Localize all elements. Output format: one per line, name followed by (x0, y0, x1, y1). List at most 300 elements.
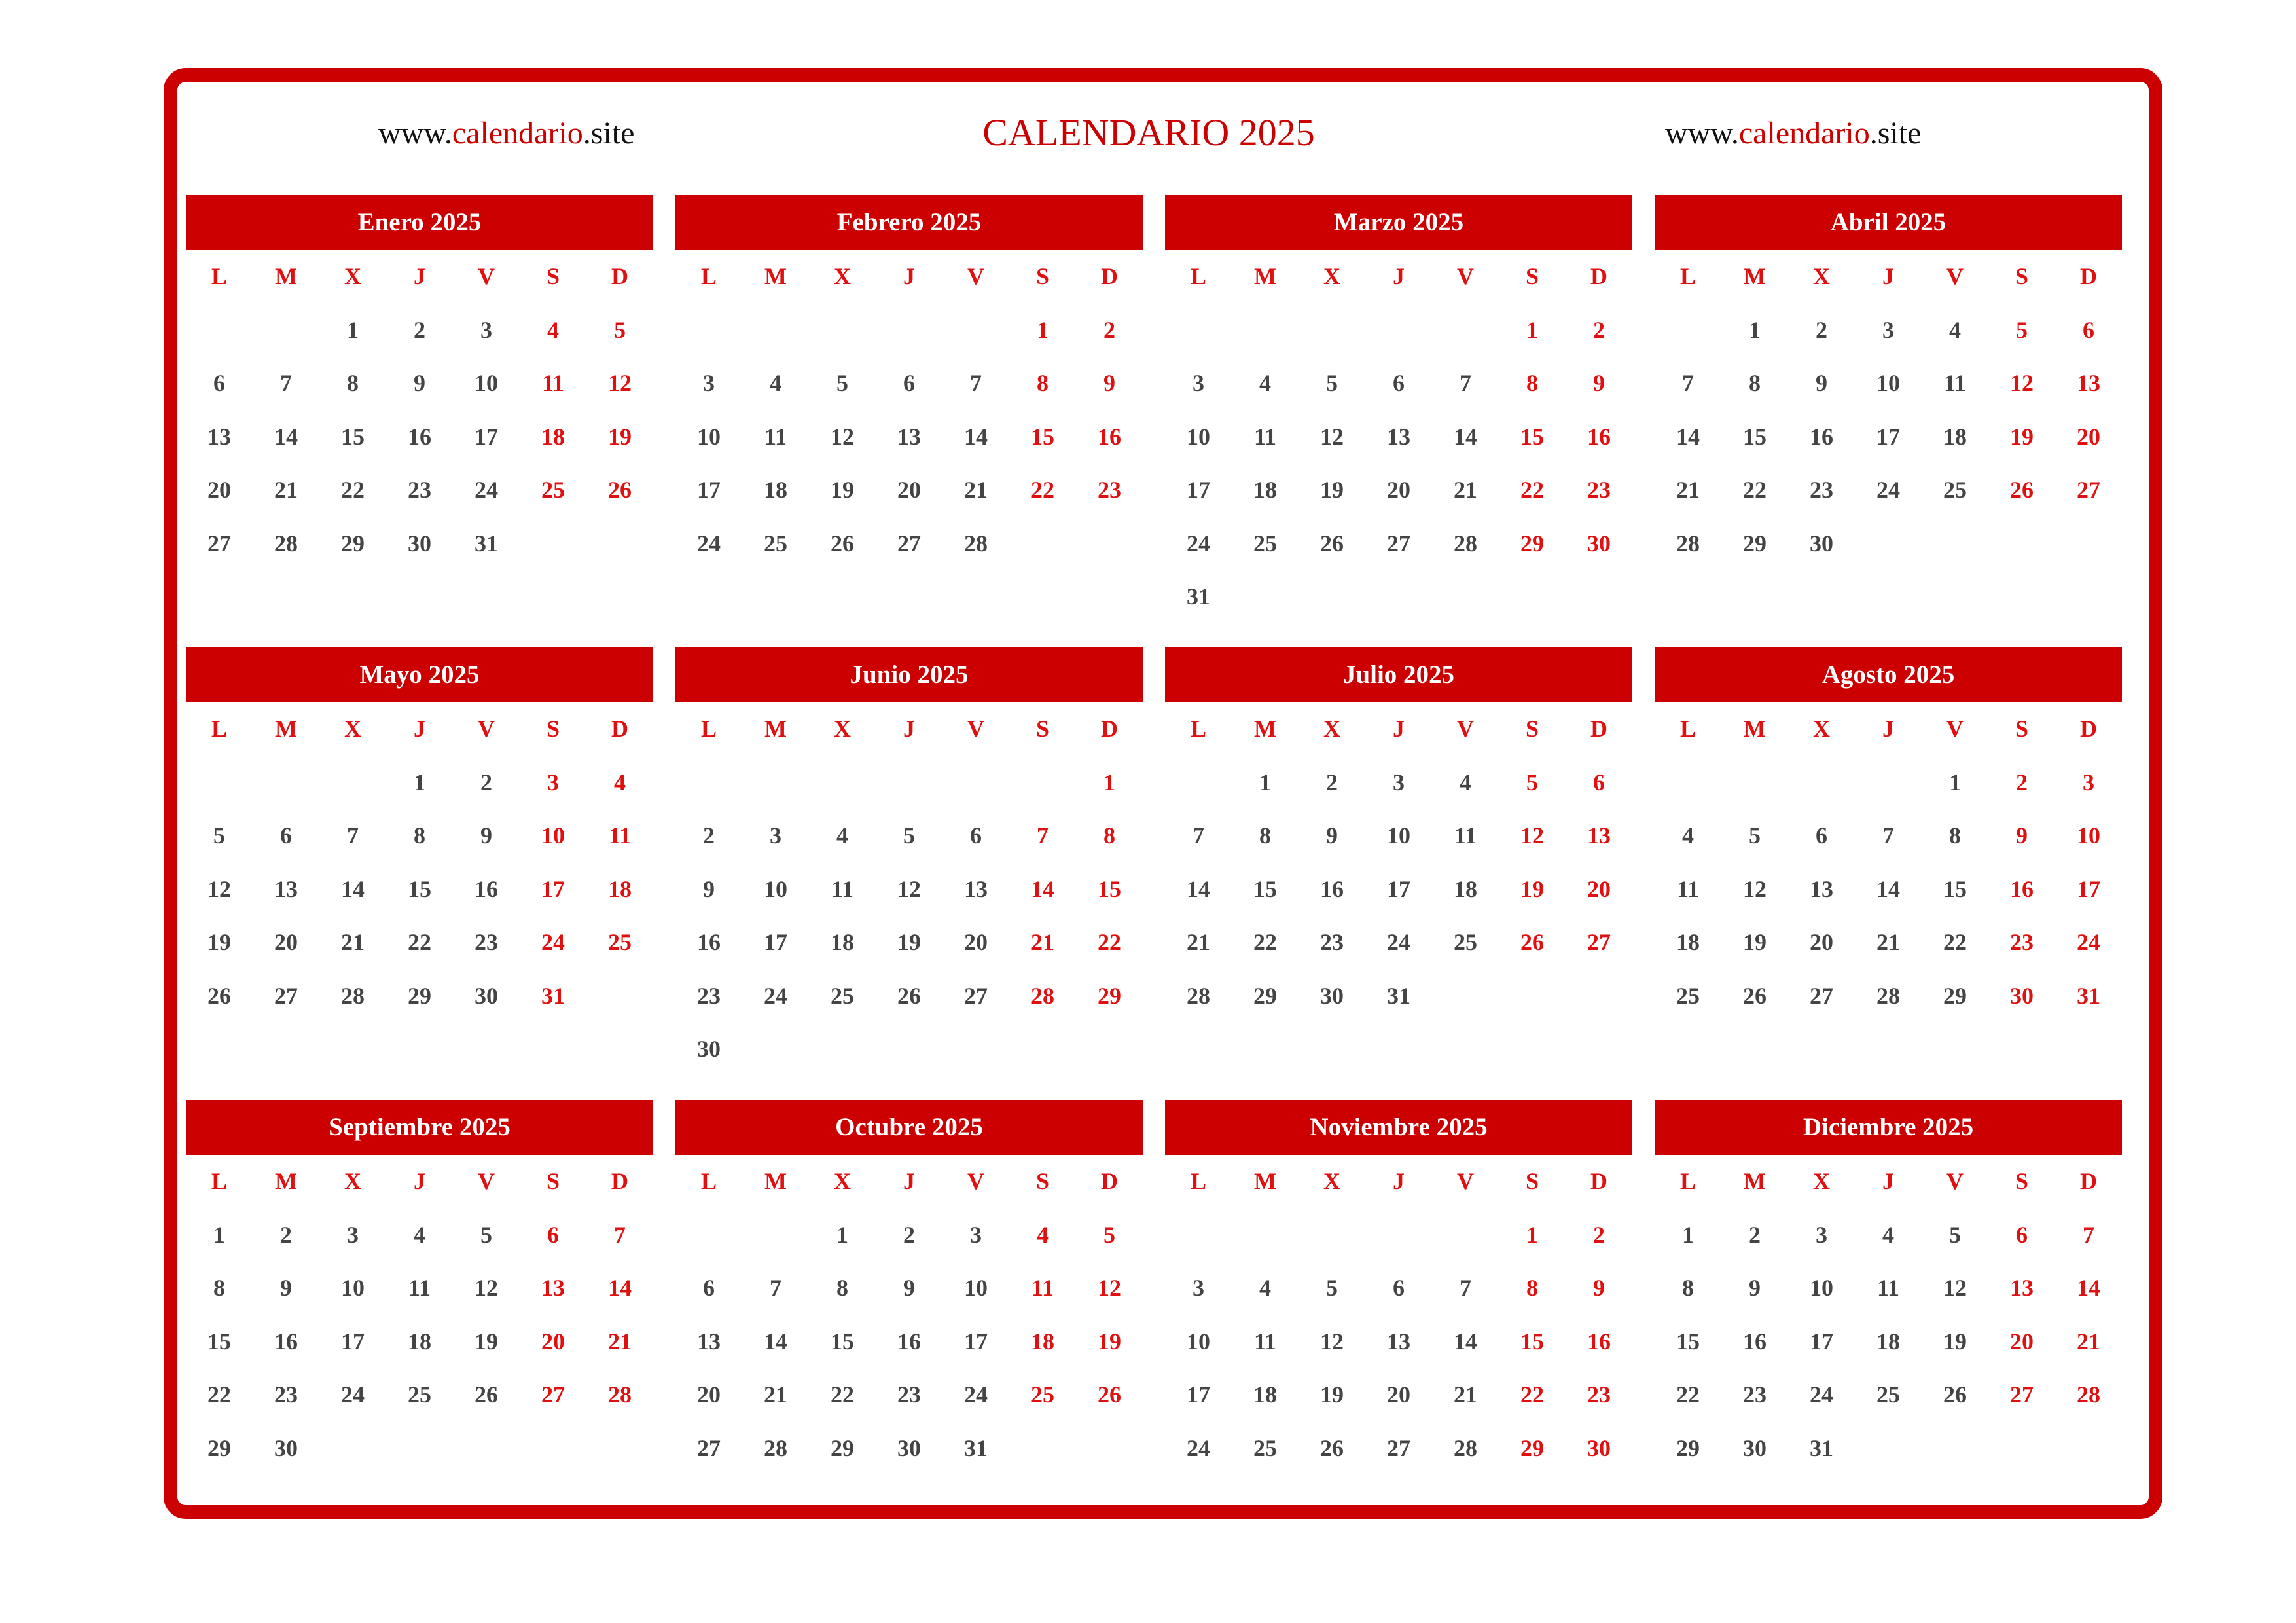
weekday-label: V (1457, 263, 1474, 289)
day-cell: 16 (475, 875, 498, 902)
day-cell: 28 (1454, 1434, 1477, 1461)
month-block (675, 1100, 1143, 1552)
day-cell: 27 (1387, 1434, 1410, 1461)
day-cell: 24 (1187, 530, 1210, 556)
day-cell: 24 (764, 982, 787, 1009)
day-cell: 31 (964, 1434, 988, 1461)
weekend-day-cell: 5 (614, 316, 626, 343)
month-days-grid (1655, 702, 2122, 1023)
weekend-day-cell: 7 (1037, 822, 1049, 848)
day-cell: 18 (764, 477, 787, 503)
empty-day-cell (1855, 756, 1922, 810)
day-cell: 17 (964, 1328, 988, 1355)
day-cell: 28 (274, 530, 298, 556)
day-cell: 10 (964, 1275, 988, 1301)
weekend-day-cell: 28 (2077, 1381, 2100, 1408)
day-cell: 19 (1320, 477, 1344, 503)
day-cell: 9 (414, 370, 425, 396)
day-cell: 24 (1810, 1381, 1833, 1408)
weekend-day-cell: 20 (2077, 423, 2100, 450)
day-cell: 24 (1876, 477, 1900, 503)
weekday-label: M (1744, 263, 1766, 289)
weekday-label: S (1525, 1168, 1539, 1194)
month-header: Septiembre 2025 (186, 1100, 653, 1155)
day-cell: 23 (475, 929, 498, 955)
day-cell: 20 (1810, 929, 1833, 955)
weekend-day-cell: 11 (1031, 1275, 1054, 1301)
day-cell: 1 (1682, 1221, 1694, 1248)
month-days-grid (1655, 250, 2122, 570)
day-cell: 8 (1749, 370, 1761, 396)
weekday-label: M (764, 263, 787, 289)
day-cell: 25 (764, 530, 787, 556)
month-days-grid (1655, 1155, 2122, 1475)
weekday-label: J (1882, 716, 1894, 742)
month-header: Enero 2025 (186, 195, 653, 250)
day-cell: 26 (1743, 982, 1767, 1009)
day-cell: 14 (1876, 875, 1900, 902)
day-cell: 10 (1810, 1275, 1833, 1301)
weekday-label: X (344, 263, 361, 289)
weekend-day-cell: 8 (1037, 370, 1049, 396)
day-cell: 27 (274, 982, 298, 1009)
month-header: Marzo 2025 (1165, 195, 1632, 250)
day-cell: 19 (207, 929, 231, 955)
day-cell: 1 (1749, 316, 1761, 343)
day-cell: 3 (1393, 769, 1405, 795)
day-cell: 24 (964, 1381, 988, 1408)
day-cell: 5 (903, 822, 915, 848)
day-cell: 19 (831, 477, 854, 503)
weekday-label: D (2080, 1168, 2097, 1194)
month-days-grid (1165, 250, 1632, 624)
day-cell: 26 (1943, 1381, 1967, 1408)
empty-day-cell (809, 304, 876, 357)
day-cell: 1 (213, 1221, 225, 1248)
month-block (186, 647, 653, 1100)
weekday-label: V (967, 1168, 984, 1194)
weekday-label: J (903, 716, 915, 742)
day-cell: 12 (1743, 875, 1767, 902)
empty-day-cell (1299, 304, 1365, 357)
day-cell: 10 (1876, 370, 1900, 396)
day-cell: 24 (1387, 929, 1410, 955)
weekday-label: V (478, 263, 495, 289)
weekday-label: S (2015, 263, 2029, 289)
weekend-day-cell: 27 (1587, 929, 1611, 955)
weekend-day-cell: 23 (2010, 929, 2034, 955)
empty-day-cell (1365, 1209, 1432, 1262)
day-cell: 4 (836, 822, 848, 848)
day-cell: 14 (341, 875, 365, 902)
day-cell: 15 (207, 1328, 231, 1355)
weekend-day-cell: 9 (2016, 822, 2028, 848)
day-cell: 21 (964, 477, 988, 503)
weekend-day-cell: 12 (1098, 1275, 1121, 1301)
empty-day-cell (1009, 756, 1076, 810)
day-cell: 3 (703, 370, 715, 396)
weekday-label: D (611, 263, 628, 289)
weekend-day-cell: 1 (1103, 769, 1115, 795)
day-cell: 17 (697, 477, 721, 503)
day-cell: 8 (347, 370, 359, 396)
month-days-grid (186, 702, 653, 1023)
weekend-day-cell: 28 (1031, 982, 1054, 1009)
weekend-day-cell: 27 (2077, 477, 2100, 503)
day-cell: 18 (831, 929, 854, 955)
month-header: Abril 2025 (1655, 195, 2122, 250)
weekend-day-cell: 13 (541, 1275, 565, 1301)
weekday-label: D (1101, 263, 1118, 289)
day-cell: 24 (697, 530, 721, 556)
empty-day-cell (675, 756, 742, 810)
day-cell: 14 (764, 1328, 787, 1355)
day-cell: 11 (764, 423, 787, 450)
day-cell: 4 (1460, 769, 1471, 795)
weekend-day-cell: 12 (1520, 822, 1544, 848)
day-cell: 25 (1876, 1381, 1900, 1408)
day-cell: 8 (1259, 822, 1271, 848)
weekend-day-cell: 19 (2010, 423, 2034, 450)
day-cell: 12 (831, 423, 854, 450)
day-cell: 19 (897, 929, 921, 955)
weekend-day-cell: 10 (541, 822, 565, 848)
day-cell: 12 (1320, 1328, 1344, 1355)
day-cell: 5 (1326, 370, 1338, 396)
weekday-label: V (1946, 263, 1964, 289)
day-cell: 17 (1810, 1328, 1833, 1355)
day-cell: 16 (697, 929, 721, 955)
day-cell: 29 (1743, 530, 1767, 556)
day-cell: 7 (1193, 822, 1204, 848)
day-cell: 11 (408, 1275, 431, 1301)
weekend-day-cell: 14 (2077, 1275, 2100, 1301)
weekend-day-cell: 13 (2010, 1275, 2034, 1301)
day-cell: 29 (408, 982, 431, 1009)
weekday-label: M (1254, 716, 1276, 742)
day-cell: 31 (475, 530, 498, 556)
weekday-label: V (967, 716, 984, 742)
weekday-label: L (1190, 716, 1206, 742)
day-cell: 13 (964, 875, 988, 902)
weekend-day-cell: 20 (541, 1328, 565, 1355)
day-cell: 30 (697, 1036, 721, 1062)
day-cell: 29 (207, 1434, 231, 1461)
day-cell: 23 (697, 982, 721, 1009)
weekend-day-cell: 14 (608, 1275, 632, 1301)
day-cell: 29 (1253, 982, 1277, 1009)
month-days-grid (186, 1155, 653, 1475)
month-block (675, 647, 1143, 1100)
day-cell: 17 (1387, 875, 1410, 902)
weekend-day-cell: 3 (547, 769, 559, 795)
weekday-label: D (611, 716, 628, 742)
weekday-label: S (546, 263, 560, 289)
weekday-label: M (275, 716, 297, 742)
weekday-label: S (1525, 263, 1539, 289)
day-cell: 15 (408, 875, 431, 902)
day-cell: 11 (1454, 822, 1477, 848)
weekday-label: S (546, 1168, 560, 1194)
weekday-label: V (1946, 1168, 1964, 1194)
weekend-day-cell: 20 (1587, 875, 1611, 902)
weekday-label: M (764, 716, 787, 742)
day-cell: 12 (1943, 1275, 1967, 1301)
day-cell: 31 (1187, 583, 1210, 610)
day-cell: 18 (1253, 1381, 1277, 1408)
weekend-day-cell: 21 (1031, 929, 1054, 955)
day-cell: 5 (836, 370, 848, 396)
day-cell: 5 (1326, 1275, 1338, 1301)
day-cell: 13 (897, 423, 921, 450)
day-cell: 27 (697, 1434, 721, 1461)
weekend-day-cell: 19 (608, 423, 632, 450)
month-header: Diciembre 2025 (1655, 1100, 2122, 1155)
day-cell: 21 (1676, 477, 1700, 503)
site-url-prefix: www. (1665, 116, 1739, 151)
weekday-label: D (611, 1168, 628, 1194)
weekday-label: V (1457, 716, 1474, 742)
day-cell: 27 (1810, 982, 1833, 1009)
day-cell: 15 (1253, 875, 1277, 902)
weekend-day-cell: 6 (1593, 769, 1605, 795)
day-cell: 18 (1253, 477, 1277, 503)
weekend-day-cell: 11 (541, 370, 564, 396)
weekend-day-cell: 22 (1098, 929, 1121, 955)
day-cell: 6 (213, 370, 225, 396)
day-cell: 29 (1676, 1434, 1700, 1461)
day-cell: 27 (964, 982, 988, 1009)
weekend-day-cell: 22 (1520, 1381, 1544, 1408)
day-cell: 26 (475, 1381, 498, 1408)
day-cell: 13 (274, 875, 298, 902)
weekend-day-cell: 15 (1520, 1328, 1544, 1355)
weekday-label: L (1190, 263, 1206, 289)
weekend-day-cell: 5 (2016, 316, 2028, 343)
day-cell: 17 (1187, 1381, 1210, 1408)
day-cell: 16 (1743, 1328, 1767, 1355)
day-cell: 4 (1682, 822, 1694, 848)
empty-day-cell (942, 304, 1009, 357)
day-cell: 4 (770, 370, 781, 396)
day-cell: 7 (970, 370, 982, 396)
day-cell: 12 (207, 875, 231, 902)
day-cell: 1 (414, 769, 425, 795)
day-cell: 3 (347, 1221, 359, 1248)
weekend-day-cell: 19 (1098, 1328, 1121, 1355)
day-cell: 1 (1949, 769, 1961, 795)
weekday-label: S (546, 716, 560, 742)
day-cell: 28 (341, 982, 365, 1009)
weekday-label: X (1323, 263, 1340, 289)
month-days-grid (186, 250, 653, 570)
weekend-day-cell: 21 (608, 1328, 632, 1355)
weekday-label: M (1254, 1168, 1276, 1194)
weekday-label: V (478, 1168, 495, 1194)
weekday-label: S (1525, 716, 1539, 742)
day-cell: 20 (1387, 1381, 1410, 1408)
weekday-label: J (414, 1168, 425, 1194)
empty-day-cell (1365, 304, 1432, 357)
weekend-day-cell: 30 (2010, 982, 2034, 1009)
day-cell: 17 (1876, 423, 1900, 450)
weekday-label: D (2080, 263, 2097, 289)
site-url-brand: calendario (452, 116, 583, 151)
day-cell: 10 (1187, 1328, 1210, 1355)
weekday-label: M (1744, 716, 1766, 742)
day-cell: 21 (1876, 929, 1900, 955)
day-cell: 20 (1387, 477, 1410, 503)
day-cell: 22 (408, 929, 431, 955)
day-cell: 16 (897, 1328, 921, 1355)
site-url-left[interactable] (378, 115, 634, 152)
weekend-day-cell: 7 (2083, 1221, 2094, 1248)
month-days-grid (675, 702, 1143, 1076)
weekend-day-cell: 23 (1098, 477, 1121, 503)
weekend-day-cell: 1 (1526, 316, 1538, 343)
weekend-day-cell: 15 (1098, 875, 1121, 902)
month-block (1655, 1100, 2122, 1552)
day-cell: 14 (274, 423, 298, 450)
day-cell: 19 (1943, 1328, 1967, 1355)
day-cell: 10 (764, 875, 787, 902)
day-cell: 1 (836, 1221, 848, 1248)
empty-day-cell (1165, 304, 1232, 357)
day-cell: 5 (1949, 1221, 1961, 1248)
day-cell: 4 (1259, 370, 1271, 396)
weekend-day-cell: 4 (547, 316, 559, 343)
empty-day-cell (1655, 756, 1721, 810)
day-cell: 22 (341, 477, 365, 503)
weekend-day-cell: 16 (1587, 423, 1611, 450)
day-cell: 14 (1676, 423, 1700, 450)
day-cell: 15 (1943, 875, 1967, 902)
empty-day-cell (1232, 304, 1299, 357)
site-url-right[interactable] (1665, 115, 1921, 152)
day-cell: 16 (1810, 423, 1833, 450)
day-cell: 12 (897, 875, 921, 902)
month-block (1165, 647, 1632, 1100)
weekend-day-cell: 29 (1520, 530, 1544, 556)
weekday-label: M (275, 263, 297, 289)
day-cell: 22 (831, 1381, 854, 1408)
weekend-day-cell: 27 (541, 1381, 565, 1408)
weekday-label: L (211, 1168, 227, 1194)
day-cell: 29 (1943, 982, 1967, 1009)
empty-day-cell (876, 304, 942, 357)
weekend-day-cell: 26 (1098, 1381, 1121, 1408)
day-cell: 12 (1320, 423, 1344, 450)
month-block (1165, 1100, 1632, 1552)
day-cell: 7 (1882, 822, 1894, 848)
weekend-day-cell: 15 (1031, 423, 1054, 450)
day-cell: 31 (1387, 982, 1410, 1009)
day-cell: 6 (280, 822, 292, 848)
day-cell: 17 (475, 423, 498, 450)
weekday-label: S (1035, 1168, 1050, 1194)
day-cell: 17 (764, 929, 787, 955)
day-cell: 22 (207, 1381, 231, 1408)
weekend-day-cell: 26 (1520, 929, 1544, 955)
day-cell: 11 (1253, 423, 1276, 450)
weekend-day-cell: 8 (1526, 1275, 1538, 1301)
day-cell: 5 (1749, 822, 1761, 848)
months-grid (186, 195, 2122, 1552)
weekday-label: V (967, 263, 984, 289)
empty-day-cell (1299, 1209, 1365, 1262)
weekday-label: X (834, 1168, 851, 1194)
empty-day-cell (876, 756, 942, 810)
day-cell: 21 (274, 477, 298, 503)
weekday-label: M (275, 1168, 297, 1194)
day-cell: 25 (1943, 477, 1967, 503)
weekday-label: X (344, 1168, 361, 1194)
day-cell: 10 (341, 1275, 365, 1301)
weekend-day-cell: 29 (1520, 1434, 1544, 1461)
day-cell: 21 (764, 1381, 787, 1408)
weekend-day-cell: 29 (1098, 982, 1121, 1009)
weekday-label: X (1813, 716, 1830, 742)
weekend-day-cell: 14 (1031, 875, 1054, 902)
day-cell: 16 (1320, 875, 1344, 902)
weekend-day-cell: 16 (1587, 1328, 1611, 1355)
weekday-label: J (903, 1168, 915, 1194)
weekend-day-cell: 22 (1520, 477, 1544, 503)
empty-day-cell (1655, 304, 1721, 357)
weekend-day-cell: 12 (2010, 370, 2034, 396)
day-cell: 6 (703, 1275, 715, 1301)
weekend-day-cell: 25 (1031, 1381, 1054, 1408)
weekend-day-cell: 19 (1520, 875, 1544, 902)
weekday-label: L (1190, 1168, 1206, 1194)
day-cell: 9 (1326, 822, 1338, 848)
day-cell: 10 (697, 423, 721, 450)
day-cell: 30 (1810, 530, 1833, 556)
weekday-label: S (2015, 716, 2029, 742)
month-block (1655, 195, 2122, 647)
month-days-grid (675, 1155, 1143, 1475)
day-cell: 17 (1187, 477, 1210, 503)
day-cell: 28 (764, 1434, 787, 1461)
day-cell: 3 (1816, 1221, 1827, 1248)
empty-day-cell (1432, 304, 1499, 357)
day-cell: 22 (1943, 929, 1967, 955)
day-cell: 15 (341, 423, 365, 450)
month-header: Febrero 2025 (675, 195, 1143, 250)
day-cell: 21 (341, 929, 365, 955)
site-url-prefix: www. (378, 116, 452, 151)
weekend-day-cell: 1 (1526, 1221, 1538, 1248)
empty-day-cell (1232, 1209, 1299, 1262)
day-cell: 6 (1393, 1275, 1405, 1301)
weekend-day-cell: 6 (2083, 316, 2094, 343)
weekend-day-cell: 25 (608, 929, 632, 955)
day-cell: 11 (831, 875, 853, 902)
day-cell: 27 (1387, 530, 1410, 556)
weekend-day-cell: 16 (1098, 423, 1121, 450)
day-cell: 6 (1393, 370, 1405, 396)
empty-day-cell (1788, 756, 1855, 810)
month-days-grid (675, 250, 1143, 570)
weekday-label: M (1254, 263, 1276, 289)
weekend-day-cell: 9 (1593, 370, 1605, 396)
day-cell: 23 (1810, 477, 1833, 503)
day-cell: 24 (1187, 1434, 1210, 1461)
day-cell: 26 (897, 982, 921, 1009)
day-cell: 7 (1682, 370, 1694, 396)
day-cell: 28 (1876, 982, 1900, 1009)
weekend-day-cell: 24 (541, 929, 565, 955)
